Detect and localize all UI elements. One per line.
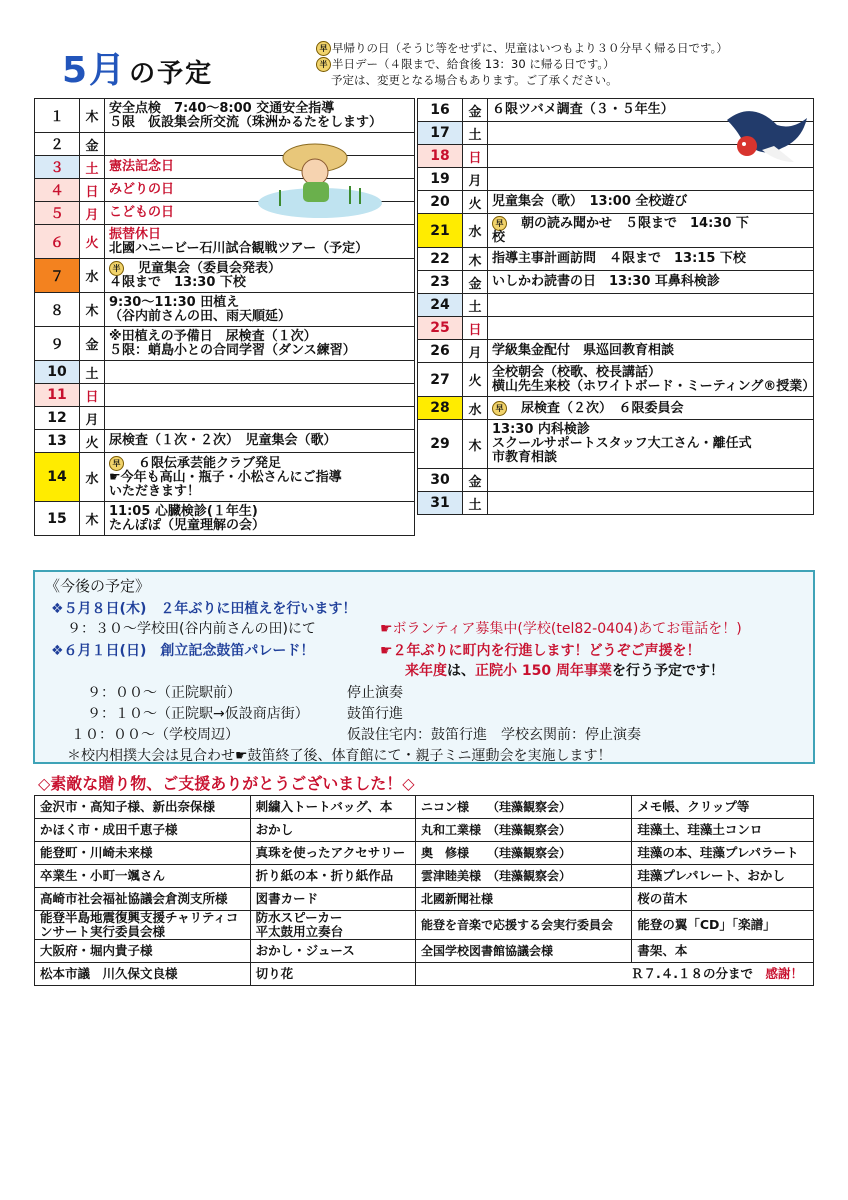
event-cell [488, 469, 814, 492]
future-footer: ＊校内相撲大会は見合わせ☛鼓笛終了後、体育館にて・親子ミニ運動会を実施します！ [67, 748, 612, 764]
event-cell [105, 259, 415, 293]
event-cell [105, 430, 415, 453]
weekday: 土 [80, 156, 105, 179]
calendar-row [418, 214, 814, 248]
weekday: 金 [80, 327, 105, 361]
page-title [62, 42, 213, 93]
event-line: ６限ツバメ調査（３・５年生） [492, 102, 674, 117]
gift-cell: 書架、本 [632, 940, 814, 963]
calendar-row [35, 327, 415, 361]
future-title: 《今後の予定》 [45, 577, 151, 595]
day-number: 16 [418, 99, 463, 122]
weekday: 土 [463, 492, 488, 515]
event-line: みどりの日 [109, 182, 175, 197]
event-cell [488, 248, 814, 271]
donor-cell [415, 963, 813, 986]
gift-cell: 珪藻の本、珪藻プレパラート [632, 842, 814, 865]
sched2-act: 鼓笛行進 [347, 706, 403, 722]
day-number: 29 [418, 420, 463, 469]
day-number: ７ [35, 259, 80, 293]
event-cell [105, 502, 415, 536]
day-number: 23 [418, 271, 463, 294]
donor-cell: 金沢市・高知子様、新出奈保様 [35, 796, 251, 819]
event-cell [105, 453, 415, 502]
event-line: 児童集会（歌） 13:00 全校遊び [492, 194, 688, 209]
event-cell [488, 271, 814, 294]
item1-line [51, 598, 356, 618]
event-cell [105, 407, 415, 430]
day-number: ６ [35, 225, 80, 259]
rice-planting-illustration-icon [255, 138, 385, 220]
day-number: ２ [35, 133, 80, 156]
item1-sub: ９：３０～学校田(谷内前さんの田)にて [67, 621, 316, 637]
event-cell [105, 99, 415, 133]
event-line: 11:05 心臓検診(１年生) [109, 503, 258, 519]
calendar-row [418, 191, 814, 214]
weekday: 土 [463, 294, 488, 317]
event-cell [488, 317, 814, 340]
note-half [316, 56, 728, 72]
day-number: 31 [418, 492, 463, 515]
weekday: 金 [463, 99, 488, 122]
event-line: 指導主事計画訪問 ４限まで 13:15 下校 [492, 251, 746, 266]
day-number: ３ [35, 156, 80, 179]
event-line: 早 朝の読み聞かせ ５限まで 14:30 下 [492, 216, 809, 231]
calendar-row [35, 430, 415, 453]
legend-notes [316, 40, 728, 88]
event-line: 市教育相談 [492, 450, 558, 465]
event-line: ☛今年も高山・瓶子・小松さんにご指導 [109, 469, 342, 485]
weekday: 木 [80, 293, 105, 327]
donation-row [35, 888, 814, 911]
note-change: 予定は、変更となる場合もあります。ご了承ください。 [331, 73, 618, 87]
day-number: 11 [35, 384, 80, 407]
event-line: 尿検査（１次・２次） 児童集会（歌） [109, 433, 337, 448]
weekday: 木 [80, 99, 105, 133]
gift-cell: 桜の苗木 [632, 888, 814, 911]
donations-table [34, 795, 814, 986]
weekday: 土 [80, 361, 105, 384]
event-line: スクールサポートスタッフ大工さん・離任式 [492, 436, 752, 451]
event-cell [488, 191, 814, 214]
item2-date: ❖６月１日(日) [51, 643, 147, 659]
weekday: 月 [80, 202, 105, 225]
note-early [316, 40, 728, 56]
calendar-row [35, 384, 415, 407]
event-line: 半 児童集会（委員会発表） [109, 261, 410, 276]
donor-cell: 北國新聞社様 [415, 888, 631, 911]
donation-row [35, 963, 814, 986]
donation-row [35, 940, 814, 963]
day-number: 25 [418, 317, 463, 340]
calendar-row [35, 293, 415, 327]
item1-note: ☛ボランティア募集中(学校(tel82-0404)あてお電話を！) [380, 621, 742, 637]
event-cell [488, 420, 814, 469]
calendar-row [418, 168, 814, 191]
donor-cell: 能登半島地震復興支援チャリティコンサート実行委員会様 [35, 911, 251, 940]
thanks-word: 感謝！ [752, 966, 803, 981]
half-mark-icon: 半 [316, 57, 331, 72]
event-line: 13:30 内科検診 [492, 422, 590, 437]
donor-cell: 能登町・川崎未来様 [35, 842, 251, 865]
item2-text: 創立記念鼓笛パレード！ [160, 643, 315, 659]
event-cell [488, 363, 814, 397]
donor-cell: 卒業生・小町一颯さん [35, 865, 251, 888]
event-line: 北國ハニービー石川試合観戦ツアー（予定） [109, 240, 369, 256]
calendar-row [35, 502, 415, 536]
gift-cell: 刺繍入トートバッグ、本 [250, 796, 415, 819]
calendar-row [418, 294, 814, 317]
event-line: 安全点検 7:40～8:00 交通安全指導 [109, 100, 335, 116]
gift-cell: 図書カード [250, 888, 415, 911]
donor-cell: 能登を音楽で応援する会実行委員会 [415, 911, 631, 940]
day-number: ５ [35, 202, 80, 225]
event-cell [488, 294, 814, 317]
event-cell [105, 384, 415, 407]
item1-date: ❖５月８日(木) [51, 601, 147, 617]
weekday: 火 [80, 430, 105, 453]
donor-cell: かほく市・成田千恵子様 [35, 819, 251, 842]
event-line: ４限まで 13:30 下校 [109, 275, 246, 290]
calendar-row [418, 317, 814, 340]
calendar-row [35, 453, 415, 502]
event-line: 学級集金配付 県巡回教育相談 [492, 343, 675, 358]
item2-note2c: 正院小 150 周年事業 [475, 663, 612, 679]
calendar-row [35, 361, 415, 384]
weekday: 金 [463, 271, 488, 294]
weekday: 水 [80, 453, 105, 502]
event-line: こどもの日 [109, 205, 175, 220]
day-number: ４ [35, 179, 80, 202]
event-line: いただきます！ [109, 483, 201, 499]
calendar-row [35, 99, 415, 133]
day-number: 15 [35, 502, 80, 536]
day-number: １ [35, 99, 80, 133]
donor-cell: 奥 修様 （珪藻観察会） [415, 842, 631, 865]
event-line: 早 尿検査（２次） ６限委員会 [492, 401, 809, 416]
weekday: 木 [80, 502, 105, 536]
day-number: 26 [418, 340, 463, 363]
day-number: ９ [35, 327, 80, 361]
day-number: 21 [418, 214, 463, 248]
gift-cell: 能登の翼「CD」「楽譜」 [632, 911, 814, 940]
donor-cell: 全国学校図書館協議会様 [415, 940, 631, 963]
early-mark-icon: 早 [492, 401, 507, 416]
month-label: 5月 [62, 50, 128, 91]
donor-cell: 雲津睦美様 （珪藻観察会） [415, 865, 631, 888]
day-number: 27 [418, 363, 463, 397]
early-mark-icon: 早 [316, 41, 331, 56]
future-plans-box [33, 570, 815, 764]
weekday: 日 [80, 384, 105, 407]
weekday: 水 [463, 397, 488, 420]
event-line: 憲法記念日 [109, 159, 175, 174]
swallow-illustration-icon [722, 100, 812, 170]
day-number: 30 [418, 469, 463, 492]
event-cell [105, 327, 415, 361]
donation-row [35, 865, 814, 888]
item2-note2d: を行う予定です！ [611, 663, 724, 679]
day-number: 22 [418, 248, 463, 271]
event-line: ５限：蛸島小との合同学習（ダンス練習） [109, 342, 356, 358]
donation-row [35, 819, 814, 842]
day-number: 12 [35, 407, 80, 430]
gift-cell: 折り紙の本・折り紙作品 [250, 865, 415, 888]
item2-note2a: 来年度 [405, 663, 447, 679]
event-cell [105, 361, 415, 384]
item1-text: ２年ぶりに田植えを行います！ [160, 601, 357, 617]
donor-cell: 松本市議 川久保文良様 [35, 963, 251, 986]
weekday: 月 [463, 168, 488, 191]
day-number: 14 [35, 453, 80, 502]
event-line: たんぽぽ（児童理解の会） [109, 517, 266, 533]
donor-cell: 大阪府・堀内貴子様 [35, 940, 251, 963]
event-line: 9:30～11:30 田植え [109, 294, 240, 310]
gift-cell: 防水スピーカー 平太鼓用立奏台 [250, 911, 415, 940]
note-early-text: 早帰りの日（そうじ等をせずに、児童はいつもより３０分早く帰る日です。） [332, 41, 728, 55]
calendar-row [35, 259, 415, 293]
weekday: 日 [463, 317, 488, 340]
donation-row [35, 842, 814, 865]
early-mark-icon: 早 [492, 216, 507, 231]
event-cell [488, 397, 814, 420]
calendar-row [35, 407, 415, 430]
day-number: 17 [418, 122, 463, 145]
gift-cell: 真珠を使ったアクセサリー [250, 842, 415, 865]
sched3-time: １０：００～（学校周辺） [71, 727, 239, 743]
item2-note2 [405, 660, 724, 680]
gift-cell: おかし・ジュース [250, 940, 415, 963]
gift-cell: 切り花 [250, 963, 415, 986]
day-number: 18 [418, 145, 463, 168]
gift-cell: 珪藻土、珪藻土コンロ [632, 819, 814, 842]
event-cell [488, 340, 814, 363]
event-cell [105, 293, 415, 327]
day-number: 24 [418, 294, 463, 317]
event-cell [488, 492, 814, 515]
item2-line [51, 640, 314, 660]
event-cell [488, 168, 814, 191]
donation-row [35, 796, 814, 819]
donor-cell: 高崎市社会福祉協議会倉渕支所様 [35, 888, 251, 911]
sched1-act: 停止演奏 [347, 685, 403, 701]
donor-cell: 丸和工業様 （珪藻観察会） [415, 819, 631, 842]
day-number: 13 [35, 430, 80, 453]
title-suffix: の予定 [129, 59, 214, 89]
event-line: 早 ６限伝承芸能クラブ発足 [109, 456, 410, 471]
donation-row [35, 911, 814, 940]
donor-cell: ニコン様 （珪藻観察会） [415, 796, 631, 819]
weekday: 木 [463, 420, 488, 469]
event-line: 振替休日 [109, 226, 162, 242]
sched3-act: 仮設住宅内：鼓笛行進 学校玄関前：停止演奏 [347, 727, 641, 743]
weekday: 火 [80, 225, 105, 259]
calendar-row [418, 340, 814, 363]
event-cell [105, 225, 415, 259]
gift-cell: メモ帳、クリップ等 [632, 796, 814, 819]
weekday: 木 [463, 248, 488, 271]
event-line: ５限 仮設集会所交流（珠洲かるたをします） [109, 114, 383, 130]
event-line: 校 [492, 230, 506, 245]
weekday: 金 [80, 133, 105, 156]
event-line: いしかわ読書の日 13:30 耳鼻科検診 [492, 274, 720, 289]
day-number: 20 [418, 191, 463, 214]
thanks-title: ◇素敵な贈り物、ご支援ありがとうございました！◇ [38, 774, 415, 793]
day-number: 10 [35, 361, 80, 384]
calendar-row [418, 248, 814, 271]
gift-cell: おかし [250, 819, 415, 842]
item2-note2b: は、 [447, 663, 475, 679]
event-line: （谷内前さんの田、雨天順延） [109, 308, 292, 324]
calendar-row [35, 225, 415, 259]
weekday: 火 [463, 363, 488, 397]
calendar-row [418, 492, 814, 515]
weekday: 金 [463, 469, 488, 492]
weekday: 水 [463, 214, 488, 248]
weekday: 月 [80, 407, 105, 430]
gift-cell: 珪藻プレパレート、おかし [632, 865, 814, 888]
event-line: ※田植えの予備日 尿検査（１次） [109, 328, 317, 344]
day-number: 28 [418, 397, 463, 420]
calendar-row [418, 420, 814, 469]
day-number: 19 [418, 168, 463, 191]
day-number: ８ [35, 293, 80, 327]
calendar-row [418, 469, 814, 492]
sched1-time: ９：００～（正院駅前） [87, 685, 241, 701]
weekday: 火 [463, 191, 488, 214]
weekday: 日 [80, 179, 105, 202]
weekday: 日 [463, 145, 488, 168]
calendar-row [418, 397, 814, 420]
event-line: 横山先生来校（ホワイトボード・ミーティング®授業） [492, 378, 816, 394]
until-note: Ｒ７.４.１８の分まで [630, 966, 753, 981]
sched2-time: ９：１０～（正院駅→仮設商店街） [87, 706, 309, 722]
calendar-row [418, 363, 814, 397]
event-cell [488, 214, 814, 248]
weekday: 月 [463, 340, 488, 363]
weekday: 水 [80, 259, 105, 293]
weekday: 土 [463, 122, 488, 145]
half-mark-icon: 半 [109, 261, 124, 276]
note-half-text: 半日デー（４限まで、給食後 13：30 に帰る日です。） [332, 57, 615, 71]
calendar-row [418, 271, 814, 294]
early-mark-icon: 早 [109, 456, 124, 471]
item2-note1: ☛２年ぶりに町内を行進します！どうぞご声援を！ [380, 643, 701, 659]
event-line: 全校朝会（校歌、校長講話） [492, 364, 662, 380]
